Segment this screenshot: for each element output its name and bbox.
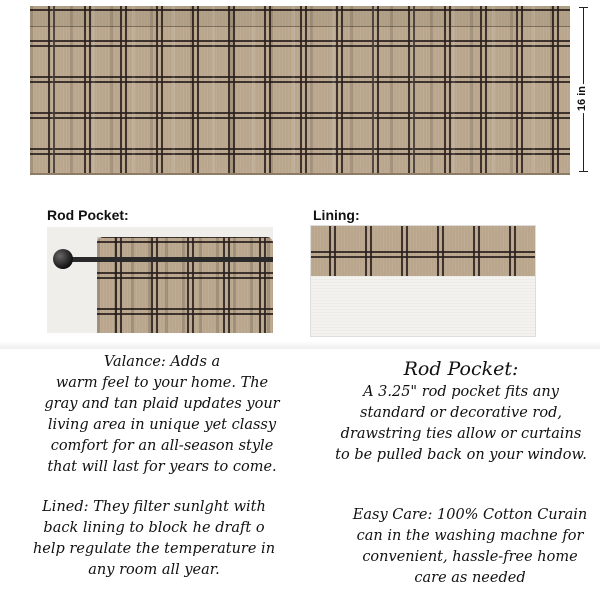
dimension-label: 16 in: [576, 84, 592, 113]
valance-line: that will last for years to come.: [47, 459, 277, 475]
rod-pocket-line: drawstring ties allow or curtains: [340, 426, 582, 442]
curtain-fabric: [97, 237, 273, 333]
valance-photo: [30, 6, 570, 175]
valance-line: Valance: Adds a: [103, 354, 221, 370]
lining-title: Lining:: [313, 207, 360, 223]
easy-care-description: [340, 505, 600, 589]
lining-photo: [310, 225, 536, 337]
valance-line: warm feel to your home. The: [55, 375, 269, 391]
rod-pocket-line: to be pulled back on your window.: [335, 447, 587, 463]
lined-line: back lining to block he draft o: [43, 520, 265, 536]
rod-pocket-description: [322, 356, 600, 466]
valance-gathers: [30, 6, 570, 173]
rod-finial: [53, 249, 73, 269]
lined-description: [4, 497, 304, 581]
easy-care-line: care as needed: [414, 570, 526, 586]
dimension-tick-top: [579, 7, 588, 8]
valance-line: gray and tan plaid updates your: [44, 396, 280, 412]
valance-description: [24, 352, 300, 478]
section-divider: [0, 341, 600, 349]
white-lining: [311, 276, 535, 336]
rod-pocket-photo: [47, 227, 273, 333]
valance-line: living area in unique yet classy: [47, 417, 277, 433]
rod-pocket-line: standard or decorative rod,: [360, 405, 562, 421]
curtain-rod: [65, 257, 273, 262]
rod-pocket-title: Rod Pocket:: [47, 207, 129, 223]
lined-line: help regulate the temperature in: [32, 541, 276, 557]
plaid-band: [311, 226, 535, 276]
easy-care-line: Easy Care: 100% Cotton Curain: [352, 507, 588, 523]
lined-line: any room all year.: [88, 562, 220, 578]
valance-line: comfort for an all-season style: [50, 438, 274, 454]
easy-care-line: convenient, hassle-free home: [362, 549, 578, 565]
valance-rod-pocket: [30, 6, 570, 27]
easy-care-line: can in the washing machne for: [356, 528, 584, 544]
rod-pocket-line: A 3.25" rod pocket fits any: [363, 384, 559, 400]
dimension-tick-bottom: [579, 171, 588, 172]
lined-line: Lined: They filter sunlght with: [42, 499, 266, 515]
rod-pocket-heading: Rod Pocket:: [403, 358, 519, 380]
